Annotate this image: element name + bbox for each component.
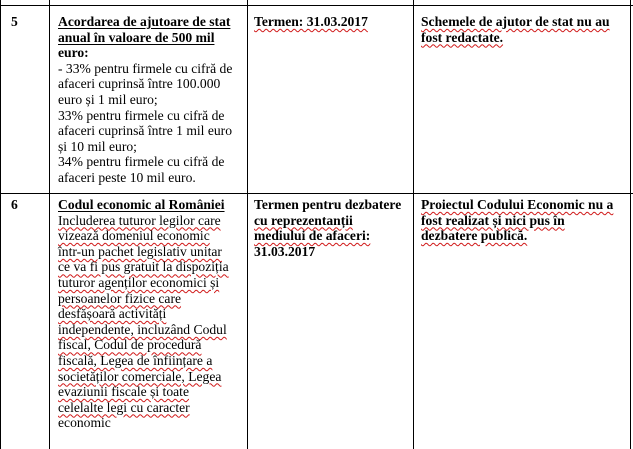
description-line: ce va fi pus gratuit la dispoziția [58, 259, 229, 275]
row-number: 6 [11, 197, 18, 212]
description-line: Includerea tuturor legilor care [58, 212, 221, 228]
description-line: afaceri cuprinsă între 1 mil euro [58, 123, 232, 139]
row-status [421, 14, 629, 45]
row-term [254, 14, 412, 30]
term-line: Termen: 31.03.2017 [254, 14, 368, 29]
description-line: economic [58, 415, 111, 431]
term-line: Termen pentru dezbatere [254, 197, 402, 212]
column-divider [247, 0, 248, 449]
row-number: 5 [11, 14, 18, 29]
row-description [58, 14, 246, 186]
description-title-line: anual în valoare de 500 mil [58, 29, 215, 45]
description-line: 33% pentru firmele cu cifră de [58, 107, 225, 123]
row-description [58, 197, 246, 431]
term-line: 31.03.2017 [254, 243, 316, 259]
description-line: celelalte legi cu caracter [58, 399, 190, 415]
column-divider [49, 0, 50, 449]
description-line: tuturor agenților economici și [58, 274, 220, 290]
row-status [421, 197, 629, 244]
description-title-line: Acordarea de ajutoare de stat [58, 14, 231, 29]
description-line: 34% pentru firmele cu cifră de [58, 154, 225, 170]
description-line: - 33% pentru firmele cu cifră de [58, 60, 233, 76]
description-line: persoanelor fizice care [58, 290, 182, 306]
column-divider [413, 0, 414, 449]
description-line: fiscal, Codul de procedură [58, 337, 202, 353]
description-line: evaziunii fiscale și toate [58, 384, 189, 400]
term-line: cu reprezentanții [254, 212, 353, 228]
status-line: fost redactate. [421, 29, 504, 45]
term-line: mediului de afaceri: [254, 228, 371, 244]
description-line: afaceri cuprinsă între 100.000 [58, 76, 221, 92]
table-border-right [630, 0, 631, 449]
row-term [254, 197, 412, 259]
description-title-line: Codul economic al României [58, 197, 225, 212]
row-divider [0, 193, 633, 194]
description-title-line: euro: [58, 45, 89, 61]
description-line: fiscală, Legea de înființare a [58, 352, 213, 368]
description-line: într-un pachet legislativ unitar [58, 243, 222, 259]
description-line: euro și 1 mil euro; [58, 91, 158, 107]
description-line: vizează domeniul economic [58, 228, 210, 244]
status-line: Proiectul Codului Economic nu a [421, 197, 614, 212]
description-line: societăților comerciale, Legea [58, 368, 222, 384]
description-line: desfășoară activități [58, 306, 167, 322]
status-line: Schemele de ajutor de stat nu au [421, 14, 610, 29]
status-line: dezbatere publică. [421, 228, 528, 244]
description-line: independente, incluzând Codul [58, 321, 227, 337]
status-line: fost realizat și nici pus în [421, 212, 565, 228]
description-line: afaceri peste 10 mil euro. [58, 169, 196, 185]
description-line: și 10 mil euro; [58, 138, 137, 154]
row-divider [0, 5, 633, 6]
table-border-left [0, 0, 1, 449]
